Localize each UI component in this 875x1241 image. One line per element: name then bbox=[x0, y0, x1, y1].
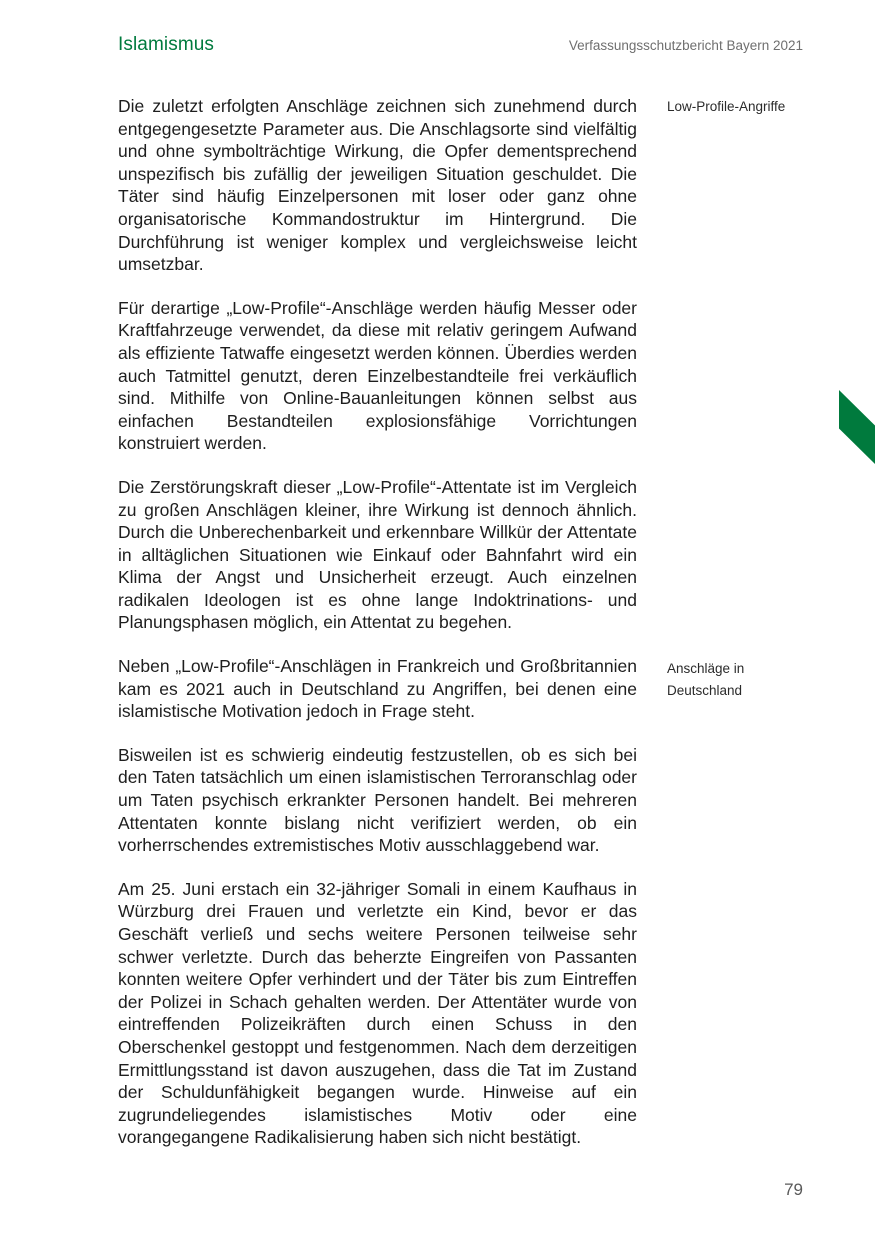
main-text bbox=[118, 95, 637, 1170]
margin-note-germany bbox=[667, 658, 817, 702]
section-title: Islamismus bbox=[118, 34, 215, 55]
page-number: 79 bbox=[784, 1180, 803, 1199]
paragraph-low-profile-attacks: Die zuletzt erfolgten Anschläge zeichnen sich zunehmend durch entgegengesetzte Parameter aus. Die Anschlagsorte sind vielfältig und ohne symbolträchtige Wirkung, die Opfer dementsprechend unspezifisch bis zufällig der jeweiligen Situation geschuldet. Die Täter sind häufig Einzelpersonen mit loser oder ganz ohne organisatorische Kommandostruktur im Hintergrund. Die Durchführung ist weniger komplex und vergleichsweise leicht umsetzbar. bbox=[118, 96, 637, 275]
report-title: Verfassungsschutzbericht Bayern 2021 bbox=[568, 38, 803, 53]
margin-note-low-profile-text: Low-Profile-Angriffe bbox=[667, 99, 786, 114]
margin-note-germany-line-2: Deutschland bbox=[667, 683, 743, 698]
margin-note-germany-line-1: Anschläge in bbox=[667, 661, 745, 676]
chapter-tab-marker bbox=[839, 390, 875, 464]
paragraph-impact: Die Zerstörungskraft dieser „Low-Profile“-Attentate ist im Vergleich zu großen Anschlägen kleiner, ihre Wirkung ist dennoch ähnlich. Durch die Unberechenbarkeit und erkennbare Willkür der Attentate in alltäglichen Situationen wie Einkauf oder Bahnfahrt wird ein Klima der Angst und Unsicherheit erzeugt. Auch einzelnen radikalen Ideologen ist es ohne lange Indoktrinations- und Planungsphasen möglich, ein Attentat zu begehen. bbox=[118, 476, 637, 633]
paragraph-germany-attacks: Neben „Low-Profile“-Anschlägen in Frankreich und Großbritannien kam es 2021 auch in Deutschland zu Angriffen, bei denen eine islamistische Motivation jedoch in Frage steht. bbox=[118, 656, 637, 722]
margin-note-low-profile bbox=[667, 96, 817, 118]
paragraph-weapons: Für derartige „Low-Profile“-Anschläge werden häufig Messer oder Kraftfahrzeuge verwendet, da diese mit relativ geringem Aufwand als effiziente Tatwaffe eingesetzt werden können. Überdies werden auch Tatmittel genutzt, deren Einzelbestandteile frei verkäuflich sind. Mithilfe von Online-Bauanleitungen können selbst aus einfachen Bestandteilen explosionsfähige Vorrichtungen konstruiert werden. bbox=[118, 297, 637, 454]
paragraph-wuerzburg-attack: Am 25. Juni erstach ein 32-jähriger Somali in einem Kaufhaus in Würzburg drei Frauen und verletzte ein Kind, bevor er das Geschäft verließ und sechs weitere Personen teilweise sehr schwer verletzte. Durch das beherzte Eingreifen von Passanten konnten weitere Opfer verhindert und der Täter bis zum Eintreffen der Polizei in Schach gehalten werden. Der Attentäter wurde von eintreffenden Polizeikräften durch einen Schuss in den Oberschenkel gestoppt und festgenommen. Nach dem derzeitigen Ermittlungsstand ist davon auszugehen, dass die Tat im Zustand der Schuldunfähigkeit begangen wurde. Hinweise auf ein zugrundeliegendes islamistisches Motiv oder eine vorangegangene Radikalisierung haben sich nicht bestätigt. bbox=[118, 878, 637, 1148]
paragraph-motive-uncertainty: Bisweilen ist es schwierig eindeutig festzustellen, ob es sich bei den Taten tatsächlich um einen islamistischen Terroranschlag oder um Taten psychisch erkrankter Personen handelt. Bei mehreren Attentaten konnte bislang nicht verifiziert werden, ob ein vorherrschendes extremistisches Motiv ausschlaggebend war. bbox=[118, 744, 637, 856]
page-header bbox=[118, 30, 803, 60]
